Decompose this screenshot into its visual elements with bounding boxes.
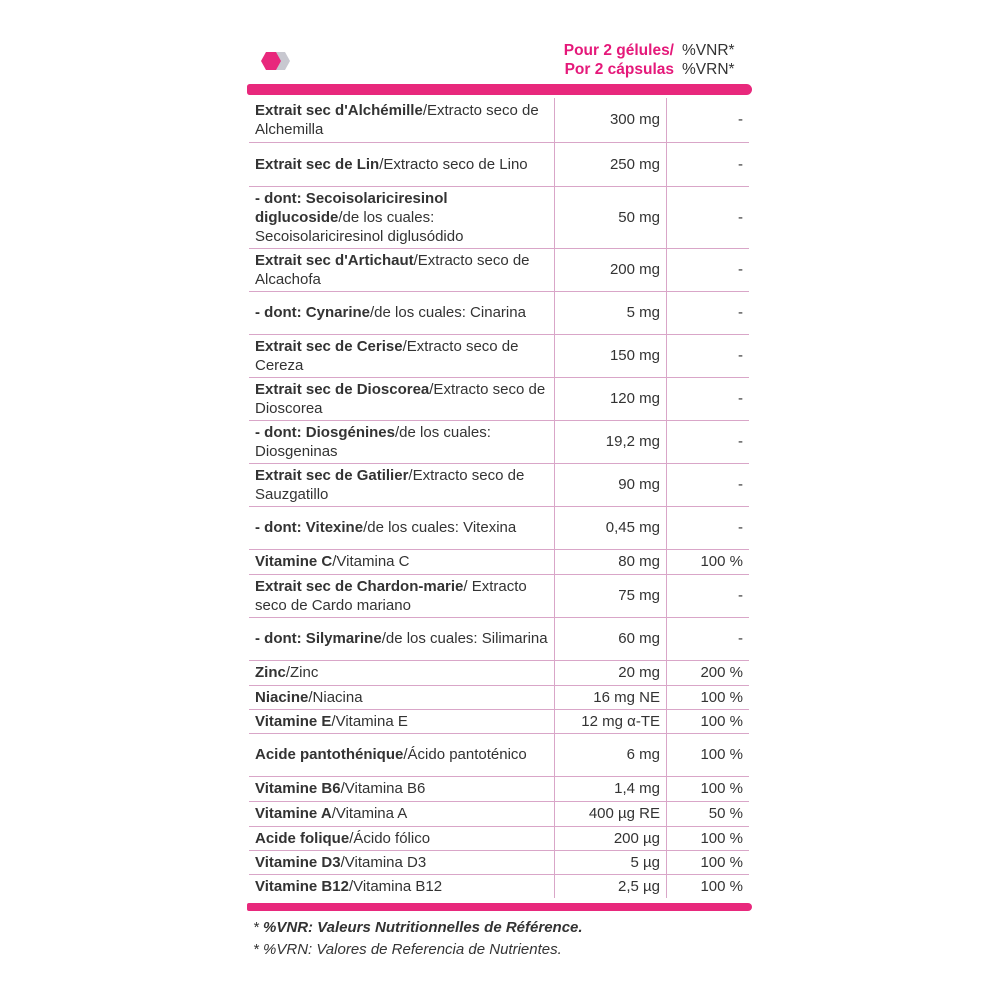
vnr-header-fr: %VNR* <box>682 42 735 59</box>
table-row <box>249 874 749 898</box>
ingredient-name-es: /Extracto seco de Sauzgatillo <box>255 466 525 503</box>
ingredient-name-fr: Extrait sec de Cerise <box>255 337 403 355</box>
vnr-percent-cell: - <box>667 377 750 420</box>
amount-cell: 2,5 µg <box>555 874 667 898</box>
table-row <box>249 377 749 420</box>
ingredient-cell <box>249 709 555 733</box>
table-bottom-bar <box>247 903 752 911</box>
vnr-percent-cell: - <box>667 186 750 248</box>
vnr-percent-cell: - <box>667 248 750 291</box>
footnote-vnr <box>253 919 583 936</box>
amount-cell: 19,2 mg <box>555 420 667 463</box>
ingredient-name-fr: Vitamine A <box>255 805 332 822</box>
amount-cell: 200 µg <box>555 826 667 850</box>
ingredient-name-es: /Extracto seco de Lino <box>379 155 528 173</box>
amount-cell: 400 µg RE <box>555 801 667 826</box>
table-row <box>249 549 749 574</box>
ingredient-name-fr: - dont: Silymarine <box>255 630 382 647</box>
ingredient-name-fr: Extrait sec d'Alchémille <box>255 101 423 119</box>
vnr-percent-cell: - <box>667 617 750 660</box>
ingredient-cell <box>249 291 555 334</box>
ingredient-cell <box>249 549 555 574</box>
ingredient-name-fr: Niacine <box>255 688 309 706</box>
ingredient-name-fr: - dont: Vitexine <box>255 519 364 536</box>
amount-cell: 6 mg <box>555 733 667 776</box>
vnr-percent-cell: 100 % <box>667 874 750 898</box>
vnr-percent-cell: - <box>667 98 750 142</box>
table-row <box>249 776 749 801</box>
ingredient-name-fr: Vitamine B6 <box>255 780 341 797</box>
ingredient-name-es: /Ácido pantoténico <box>403 746 527 763</box>
ingredient-name-es: /Vitamina B6 <box>340 780 426 797</box>
ingredient-cell <box>249 377 555 420</box>
nutrition-table <box>249 98 749 898</box>
table-top-bar <box>247 84 752 95</box>
ingredient-cell <box>249 826 555 850</box>
ingredient-name-es: /Vitamina A <box>331 805 408 822</box>
vnr-percent-cell: - <box>667 506 750 549</box>
ingredient-name-es: /Vitamina E <box>331 712 408 730</box>
ingredient-name-fr: Vitamine B12 <box>255 877 349 895</box>
ingredient-name-fr: Extrait sec de Dioscorea <box>255 380 430 398</box>
ingredient-name-es: /Vitamina C <box>332 553 410 570</box>
dose-header <box>500 41 674 79</box>
ingredient-cell <box>249 248 555 291</box>
table-row <box>249 826 749 850</box>
table-row <box>249 733 749 776</box>
hexagon-logo-icon <box>258 50 302 72</box>
amount-cell: 60 mg <box>555 617 667 660</box>
vnr-percent-cell: 200 % <box>667 660 750 685</box>
ingredient-name-es: /Niacina <box>308 688 363 706</box>
amount-cell: 250 mg <box>555 142 667 186</box>
ingredient-name-es: /de los cuales: Silimarina <box>381 630 548 647</box>
footnote-vrn-prefix: * <box>253 941 264 958</box>
ingredient-name-es: / Extracto seco de Cardo mariano <box>255 577 527 614</box>
table-row <box>249 685 749 709</box>
dose-header-fr: Pour 2 gélules/ <box>563 42 674 59</box>
table-row <box>249 617 749 660</box>
amount-cell: 5 µg <box>555 850 667 874</box>
amount-cell: 5 mg <box>555 291 667 334</box>
table-row <box>249 186 749 248</box>
table-row <box>249 660 749 685</box>
ingredient-name-fr: - dont: Diosgénines <box>255 423 395 441</box>
vnr-header-es: %VRN* <box>682 61 735 78</box>
vnr-percent-cell: - <box>667 574 750 617</box>
table-row <box>249 291 749 334</box>
vnr-percent-cell: - <box>667 420 750 463</box>
amount-cell: 0,45 mg <box>555 506 667 549</box>
ingredient-name-fr: Acide folique <box>255 829 350 847</box>
ingredient-cell <box>249 506 555 549</box>
ingredient-name-es: /Extracto seco de Alchemilla <box>255 101 539 138</box>
ingredient-cell <box>249 186 555 248</box>
vnr-percent-cell: - <box>667 291 750 334</box>
table-row <box>249 463 749 506</box>
amount-cell: 20 mg <box>555 660 667 685</box>
ingredient-name-fr: Acide pantothénique <box>255 746 404 763</box>
ingredient-cell <box>249 850 555 874</box>
table-row <box>249 506 749 549</box>
ingredient-cell <box>249 874 555 898</box>
vnr-percent-cell: - <box>667 142 750 186</box>
ingredient-cell <box>249 685 555 709</box>
ingredient-name-fr: Extrait sec de Lin <box>255 155 380 173</box>
amount-cell: 12 mg α-TE <box>555 709 667 733</box>
ingredient-name-es: /de los cuales: Vitexina <box>363 519 517 536</box>
nutrition-table-body <box>249 98 749 898</box>
table-row <box>249 709 749 733</box>
ingredient-name-fr: Extrait sec de Chardon-marie <box>255 577 464 595</box>
ingredient-cell <box>249 334 555 377</box>
vnr-percent-cell: 50 % <box>667 801 750 826</box>
ingredient-cell <box>249 776 555 801</box>
ingredient-cell <box>249 617 555 660</box>
amount-cell: 75 mg <box>555 574 667 617</box>
footnote-vnr-text: %VNR: Valeurs Nutritionnelles de Référence. <box>263 919 583 936</box>
ingredient-cell <box>249 660 555 685</box>
table-row <box>249 142 749 186</box>
amount-cell: 300 mg <box>555 98 667 142</box>
amount-cell: 50 mg <box>555 186 667 248</box>
ingredient-name-fr: Vitamine E <box>255 712 332 730</box>
ingredient-name-es: /Extracto seco de Cereza <box>255 337 519 374</box>
table-row <box>249 574 749 617</box>
ingredient-cell <box>249 463 555 506</box>
ingredient-name-fr: Vitamine D3 <box>255 853 341 871</box>
ingredient-name-fr: - dont: Cynarine <box>255 304 370 321</box>
ingredient-name-fr: - dont: Secoisolariciresinol diglucoside <box>255 189 448 226</box>
amount-cell: 1,4 mg <box>555 776 667 801</box>
table-row <box>249 334 749 377</box>
vnr-header <box>682 41 762 79</box>
table-row <box>249 850 749 874</box>
ingredient-name-es: /Extracto seco de Dioscorea <box>255 380 546 417</box>
ingredient-name-es: /Ácido fólico <box>349 829 431 847</box>
vnr-percent-cell: - <box>667 463 750 506</box>
footnote-vnr-prefix: * <box>253 919 264 936</box>
table-row <box>249 801 749 826</box>
ingredient-cell <box>249 98 555 142</box>
ingredient-cell <box>249 574 555 617</box>
ingredient-name-es: /Zinc <box>285 664 319 681</box>
ingredient-name-fr: Zinc <box>255 664 286 681</box>
ingredient-cell <box>249 420 555 463</box>
ingredient-cell <box>249 733 555 776</box>
footnote-vrn-text: %VRN: Valores de Referencia de Nutrientes. <box>263 941 562 958</box>
vnr-percent-cell: 100 % <box>667 685 750 709</box>
ingredient-cell <box>249 801 555 826</box>
amount-cell: 80 mg <box>555 549 667 574</box>
table-row <box>249 420 749 463</box>
amount-cell: 90 mg <box>555 463 667 506</box>
vnr-percent-cell: 100 % <box>667 733 750 776</box>
amount-cell: 150 mg <box>555 334 667 377</box>
ingredient-cell <box>249 142 555 186</box>
ingredient-name-fr: Extrait sec d'Artichaut <box>255 251 414 269</box>
table-row <box>249 98 749 142</box>
amount-cell: 200 mg <box>555 248 667 291</box>
vnr-percent-cell: - <box>667 334 750 377</box>
amount-cell: 16 mg NE <box>555 685 667 709</box>
vnr-percent-cell: 100 % <box>667 709 750 733</box>
ingredient-name-es: /de los cuales: Diosgeninas <box>255 423 491 460</box>
ingredient-name-fr: Vitamine C <box>255 553 333 570</box>
vnr-percent-cell: 100 % <box>667 549 750 574</box>
table-row <box>249 248 749 291</box>
ingredient-name-es: /Extracto seco de Alcachofa <box>255 251 530 288</box>
footnote-vrn <box>253 941 562 958</box>
vnr-percent-cell: 100 % <box>667 826 750 850</box>
vnr-percent-cell: 100 % <box>667 850 750 874</box>
vnr-percent-cell: 100 % <box>667 776 750 801</box>
ingredient-name-es: /Vitamina D3 <box>340 853 427 871</box>
ingredient-name-es: /de los cuales: Cinarina <box>370 304 526 321</box>
dose-header-es: Por 2 cápsulas <box>564 61 674 78</box>
ingredient-name-es: /Vitamina B12 <box>348 877 443 895</box>
amount-cell: 120 mg <box>555 377 667 420</box>
ingredient-name-es: /de los cuales: Secoisolariciresinol diglusódido <box>255 208 464 245</box>
ingredient-name-fr: Extrait sec de Gatilier <box>255 466 409 484</box>
